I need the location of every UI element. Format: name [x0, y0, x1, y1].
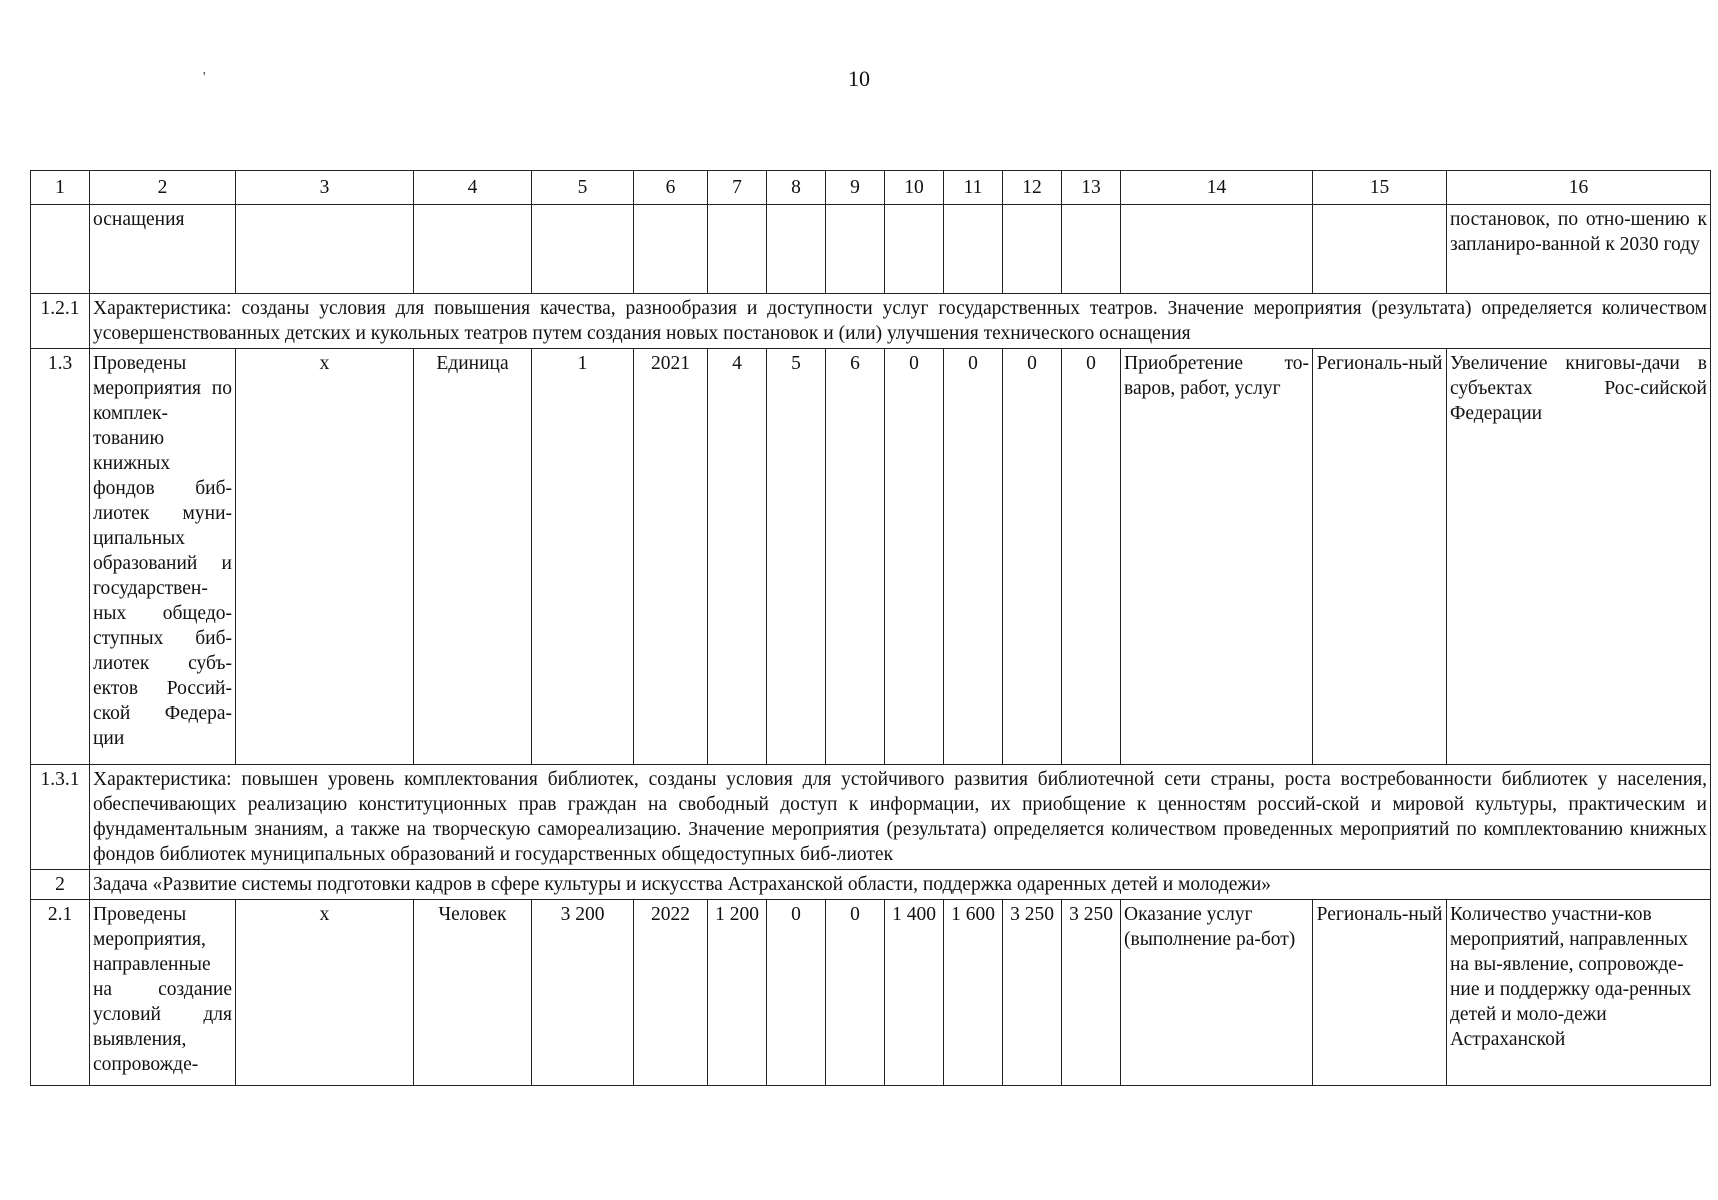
cell-name: оснащения — [90, 205, 236, 294]
column-header: 15 — [1313, 171, 1447, 205]
cell-value: 2022 — [634, 900, 708, 1086]
cell — [1003, 205, 1062, 294]
characteristic-text: Характеристика: повышен уровень комплектования библиотек, созданы условия для устойчивого развития библиотечной сети страны, роста востребованности библиотек у населения, обеспечивающих реализацию конституционных прав граждан на свободный доступ к информации, их приобщение к ценностям россий-ской и мировой культуры, практическим и фундаментальным знаниям, а также на творческую самореализацию. Значение мероприятия (результата) определяется количеством проведенных мероприятий по комплектованию книжных фондов библиотек муниципальных образований и государственных общедоступных биб-лиотек — [90, 765, 1711, 870]
indicators-table — [30, 170, 1711, 1086]
cell — [708, 205, 767, 294]
column-header: 5 — [532, 171, 634, 205]
row-number: 2 — [31, 870, 90, 900]
cell — [634, 205, 708, 294]
table-row-1-3 — [31, 349, 1711, 765]
row-number: 1.3 — [31, 349, 90, 765]
cell-result: постановок, по отно-шению к запланиро-ванной к 2030 году — [1447, 205, 1711, 294]
cell — [414, 205, 532, 294]
column-header: 11 — [944, 171, 1003, 205]
row-number: 1.2.1 — [31, 294, 90, 349]
cell-value: 1 600 — [944, 900, 1003, 1086]
cell-value: 3 200 — [532, 900, 634, 1086]
column-header: 1 — [31, 171, 90, 205]
cell — [885, 205, 944, 294]
cell-result: Увеличение книговы-дачи в субъектах Рос-сийской Федерации — [1447, 349, 1711, 765]
cell — [1062, 205, 1121, 294]
cell — [236, 205, 414, 294]
stray-mark: ' — [203, 70, 206, 85]
column-header: 10 — [885, 171, 944, 205]
cell — [532, 205, 634, 294]
column-header: 4 — [414, 171, 532, 205]
row-number: 1.3.1 — [31, 765, 90, 870]
table-row-1-3-1 — [31, 765, 1711, 870]
column-header: 6 — [634, 171, 708, 205]
cell-result: Количество участни-ков мероприятий, направленных на вы-явление, сопровожде-ние и поддержку ода-ренных детей и моло-дежи Астраханской — [1447, 900, 1711, 1086]
cell-value: 0 — [1003, 349, 1062, 765]
cell-value: 3 250 — [1062, 900, 1121, 1086]
cell-value: 1 200 — [708, 900, 767, 1086]
cell — [826, 205, 885, 294]
cell — [1121, 205, 1313, 294]
cell-level: Региональ-ный — [1313, 900, 1447, 1086]
cell-value: 2021 — [634, 349, 708, 765]
cell-name: Проведены мероприятия, направленные на создание условий для выявления, сопровожде- — [90, 900, 236, 1086]
task-text: Задача «Развитие системы подготовки кадров в сфере культуры и искусства Астраханской области, поддержка одаренных детей и молодежи» — [90, 870, 1711, 900]
table-row-2-1 — [31, 900, 1711, 1086]
cell-value: 1 — [532, 349, 634, 765]
column-header: 13 — [1062, 171, 1121, 205]
cell-value: 5 — [767, 349, 826, 765]
cell — [1313, 205, 1447, 294]
header-row — [31, 171, 1711, 205]
cell-value: 0 — [1062, 349, 1121, 765]
cell — [944, 205, 1003, 294]
cell-type: Приобретение то-варов, работ, услуг — [1121, 349, 1313, 765]
column-header: 3 — [236, 171, 414, 205]
cell-value: 0 — [767, 900, 826, 1086]
page-number: 10 — [848, 66, 870, 91]
row-number: 2.1 — [31, 900, 90, 1086]
cell-value: х — [236, 349, 414, 765]
cell-value: 0 — [826, 900, 885, 1086]
column-header: 8 — [767, 171, 826, 205]
table-row-continuation — [31, 205, 1711, 294]
cell-value: 6 — [826, 349, 885, 765]
column-header: 14 — [1121, 171, 1313, 205]
cell-type: Оказание услуг (выполнение ра-бот) — [1121, 900, 1313, 1086]
cell — [767, 205, 826, 294]
cell-value: 4 — [708, 349, 767, 765]
cell-unit: Единица — [414, 349, 532, 765]
cell-value: х — [236, 900, 414, 1086]
cell-value: 0 — [885, 349, 944, 765]
cell-value: 3 250 — [1003, 900, 1062, 1086]
cell — [31, 205, 90, 294]
cell-level: Региональ-ный — [1313, 349, 1447, 765]
column-header: 16 — [1447, 171, 1711, 205]
cell-value: 1 400 — [885, 900, 944, 1086]
column-header: 9 — [826, 171, 885, 205]
table-row-2 — [31, 870, 1711, 900]
cell-name: Проведены мероприятия по комплек-тованию книжных фондов биб-лиотек муни-ципальных образований и государствен-ных общедо-ступных биб-лиотек субъ-ектов Россий-ской Федера-ции — [90, 349, 236, 765]
table-row-1-2-1 — [31, 294, 1711, 349]
column-header: 2 — [90, 171, 236, 205]
column-header: 7 — [708, 171, 767, 205]
characteristic-text: Характеристика: созданы условия для повышения качества, разнообразия и доступности услуг государственных театров. Значение мероприятия (результата) определяется количеством усовершенствованных детских и кукольных театров путем создания новых постановок и (или) улучшения технического оснащения — [90, 294, 1711, 349]
column-header: 12 — [1003, 171, 1062, 205]
cell-value: 0 — [944, 349, 1003, 765]
cell-unit: Человек — [414, 900, 532, 1086]
